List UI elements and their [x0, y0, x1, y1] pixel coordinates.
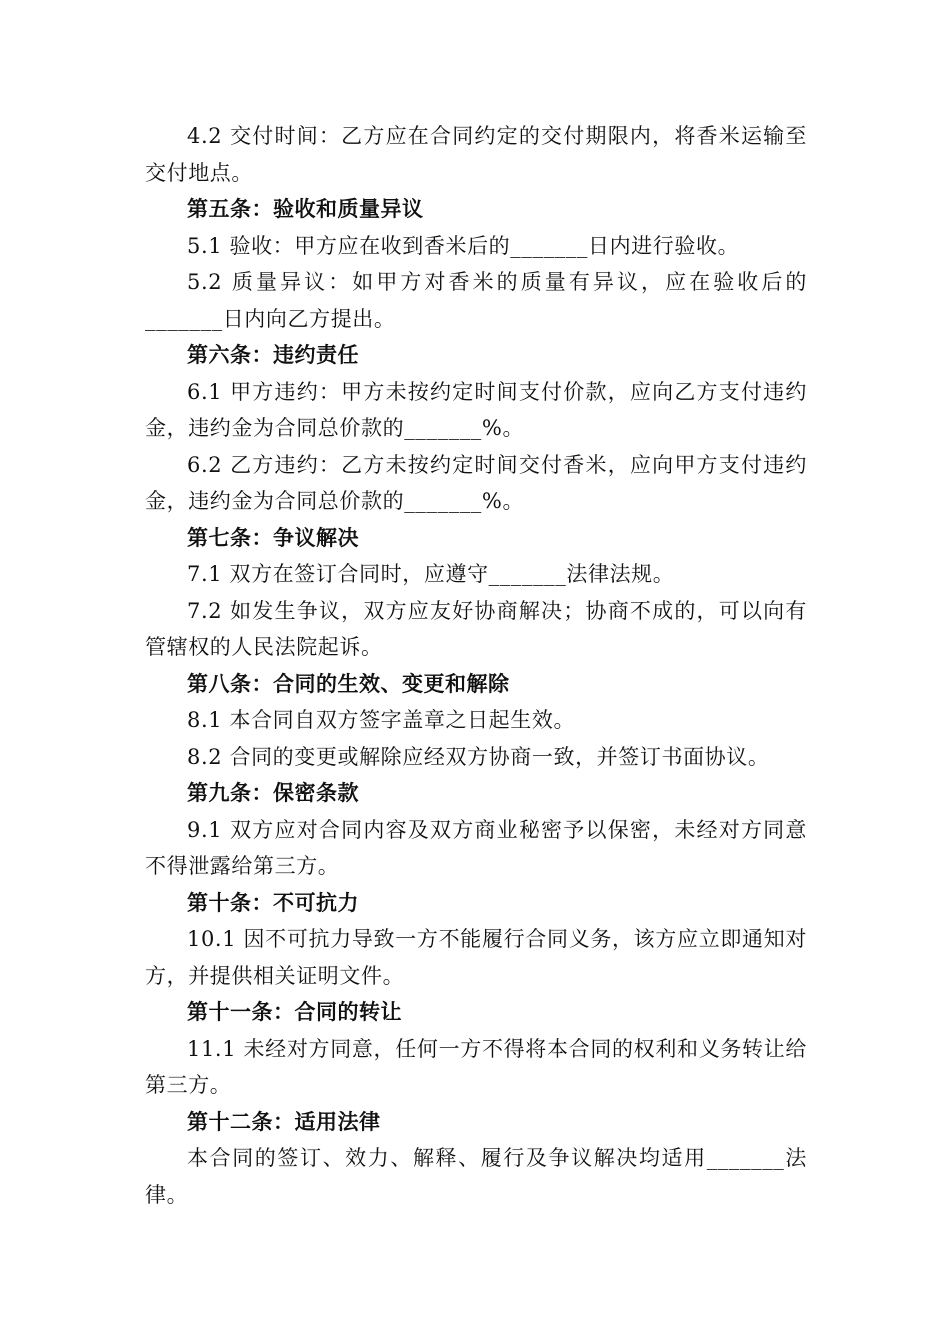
clause-7-1: 7.1 双方在签订合同时，应遵守_______法律法规。	[187, 562, 675, 586]
clause-12-body: 本合同的签订、效力、解释、履行及争议解决均适用_______法律。	[145, 1146, 807, 1207]
clause-10-1: 10.1 因不可抗力导致一方不能履行合同义务，该方应立即通知对方，并提供相关证明文件。	[145, 927, 807, 988]
clause-5-1: 5.1 验收：甲方应在收到香米后的_______日内进行验收。	[187, 233, 740, 258]
article-11-heading: 第十一条：合同的转让	[187, 1000, 402, 1024]
document-page	[145, 118, 807, 1213]
clause-7-2: 7.2 如发生争议，双方应友好协商解决；协商不成的，可以向有管辖权的人民法院起诉。	[145, 598, 807, 659]
article-8-heading: 第八条：合同的生效、变更和解除	[187, 671, 510, 696]
clause-8-2: 8.2 合同的变更或解除应经双方协商一致，并签订书面协议。	[187, 744, 770, 769]
article-12-heading: 第十二条：适用法律	[187, 1109, 381, 1134]
article-5-heading: 第五条：验收和质量异议	[187, 197, 424, 221]
clause-11-1: 11.1 未经对方同意，任何一方不得将本合同的权利和义务转让给第三方。	[145, 1036, 807, 1097]
article-7-heading: 第七条：争议解决	[187, 525, 359, 550]
clause-6-2: 6.2 乙方违约：乙方未按约定时间交付香米，应向甲方支付违约金，违约金为合同总价款的_______%。	[145, 452, 807, 513]
clause-4-2: 4.2 交付时间：乙方应在合同约定的交付期限内，将香米运输至交付地点。	[145, 124, 807, 185]
article-9-heading: 第九条：保密条款	[187, 781, 359, 805]
clause-9-1: 9.1 双方应对合同内容及双方商业秘密予以保密，未经对方同意不得泄露给第三方。	[145, 817, 807, 878]
clause-5-2: 5.2 质量异议：如甲方对香米的质量有异议，应在验收后的_______日内向乙方提出。	[145, 270, 807, 331]
article-6-heading: 第六条：违约责任	[187, 343, 359, 367]
clause-8-1: 8.1 本合同自双方签字盖章之日起生效。	[187, 708, 576, 732]
article-10-heading: 第十条：不可抗力	[187, 890, 359, 915]
clause-6-1: 6.1 甲方违约：甲方未按约定时间支付价款，应向乙方支付违约金，违约金为合同总价款的_______%。	[145, 379, 807, 440]
